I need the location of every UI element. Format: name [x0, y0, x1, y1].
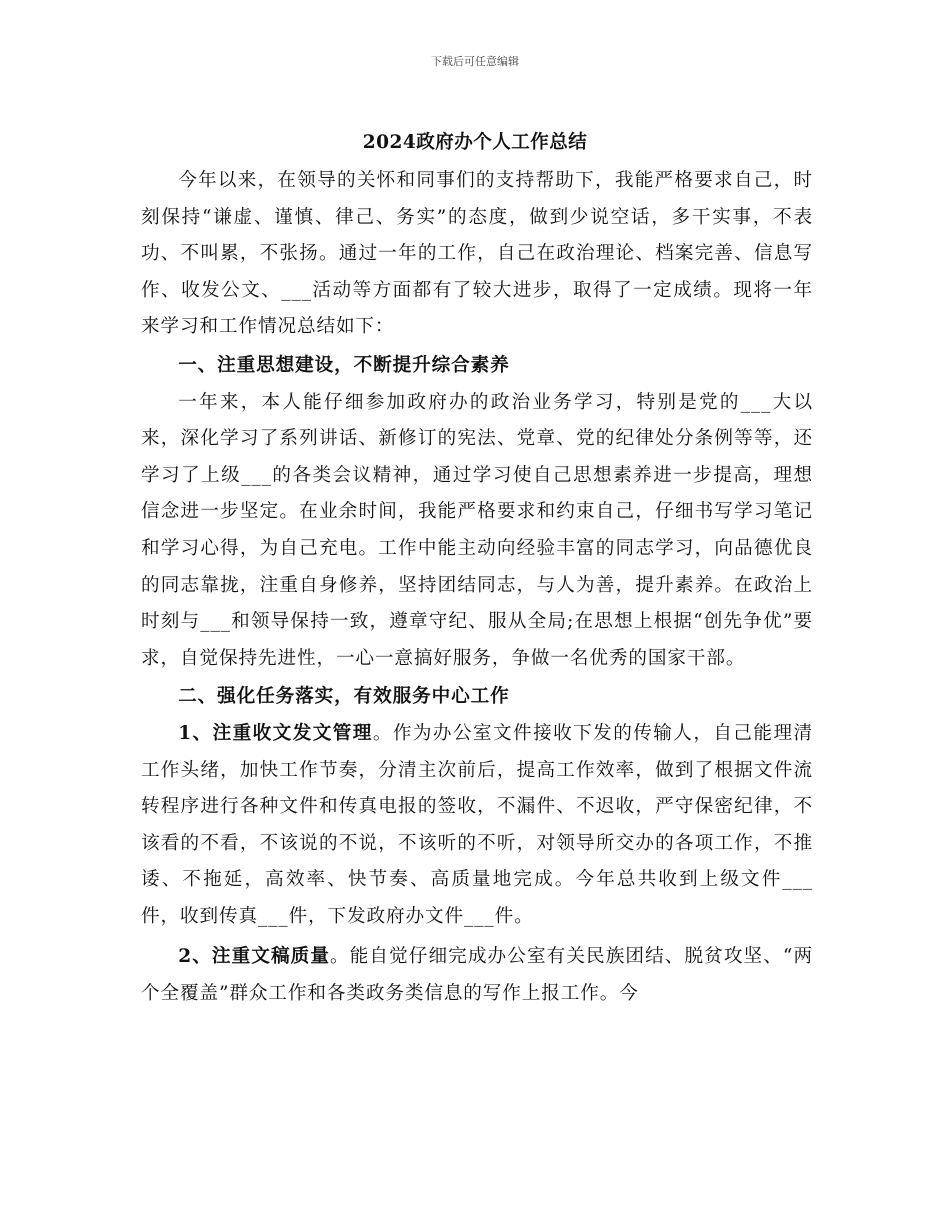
document-body — [141, 163, 813, 1013]
section-2-heading: 二、强化任务落实，有效服务中心工作 — [178, 686, 510, 708]
section-2-item-2-body: 。能自觉仔细完成办公室有关民族团结、脱贫攻坚、“两个全覆盖”群众工作和各类政务类信息的写作上报工作。今 — [141, 946, 813, 1005]
intro-paragraph: 今年以来，在领导的关怀和同事们的支持帮助下，我能严格要求自己，时刻保持“谦虚、谨慎、律己、务实”的态度，做到少说空话，多干实事，不表功、不叫累，不张扬。通过一年的工作，自己在政治理论、档案完善、信息写作、收发公文、___活动等方面都有了较大进步，取得了一定成绩。现将一年来学习和工作情况总结如下： — [141, 170, 813, 338]
section-2-item-1-body: 。作为办公室文件接收下发的传输人，自己能理清工作头绪，加快工作节奏，分清主次前后，提高工作效率，做到了根据文件流转程序进行各种文件和传真电报的签收，不漏件、不迟收，严守保密纪律，不该看的不看，不该说的不说，不该听的不听，对领导所交办的各项工作，不推诿、不拖延，高效率、快节奏、高质量地完成。今年总共收到上级文件___件，收到传真___件，下发政府办文件___件。 — [141, 722, 813, 927]
section-2-item-2-lead: 2、注重文稿质量 — [178, 946, 331, 968]
section-2-item-2-paragraph — [141, 939, 813, 1012]
header-note: 下载后可任意编辑 — [431, 55, 519, 68]
document-title: 2024政府办个人工作总结 — [362, 132, 588, 153]
section-2-item-1-lead: 1、注重收文发文管理 — [178, 722, 373, 744]
section-1-heading: 一、注重思想建设，不断提升综合素养 — [178, 354, 510, 376]
section-2-item-1-paragraph — [141, 716, 813, 936]
section-1-paragraph: 一年来，本人能仔细参加政府办的政治业务学习，特别是党的___大以来，深化学习了系列讲话、新修订的宪法、党章、党的纪律处分条例等等，还学习了上级___的各类会议精神，通过学习使自己思想素养进一步提高，理想信念进一步坚定。在业余时间，我能严格要求和约束自己，仔细书写学习笔记和学习心得，为自己充电。工作中能主动向经验丰富的同志学习，向品德优良的同志靠拢，注重自身修养，坚持团结同志，与人为善，提升素养。在政治上时刻与___和领导保持一致，遵章守纪、服从全局;在思想上根据“创先争优”要求，自觉保持先进性，一心一意搞好服务，争做一名优秀的国家干部。 — [141, 391, 813, 669]
